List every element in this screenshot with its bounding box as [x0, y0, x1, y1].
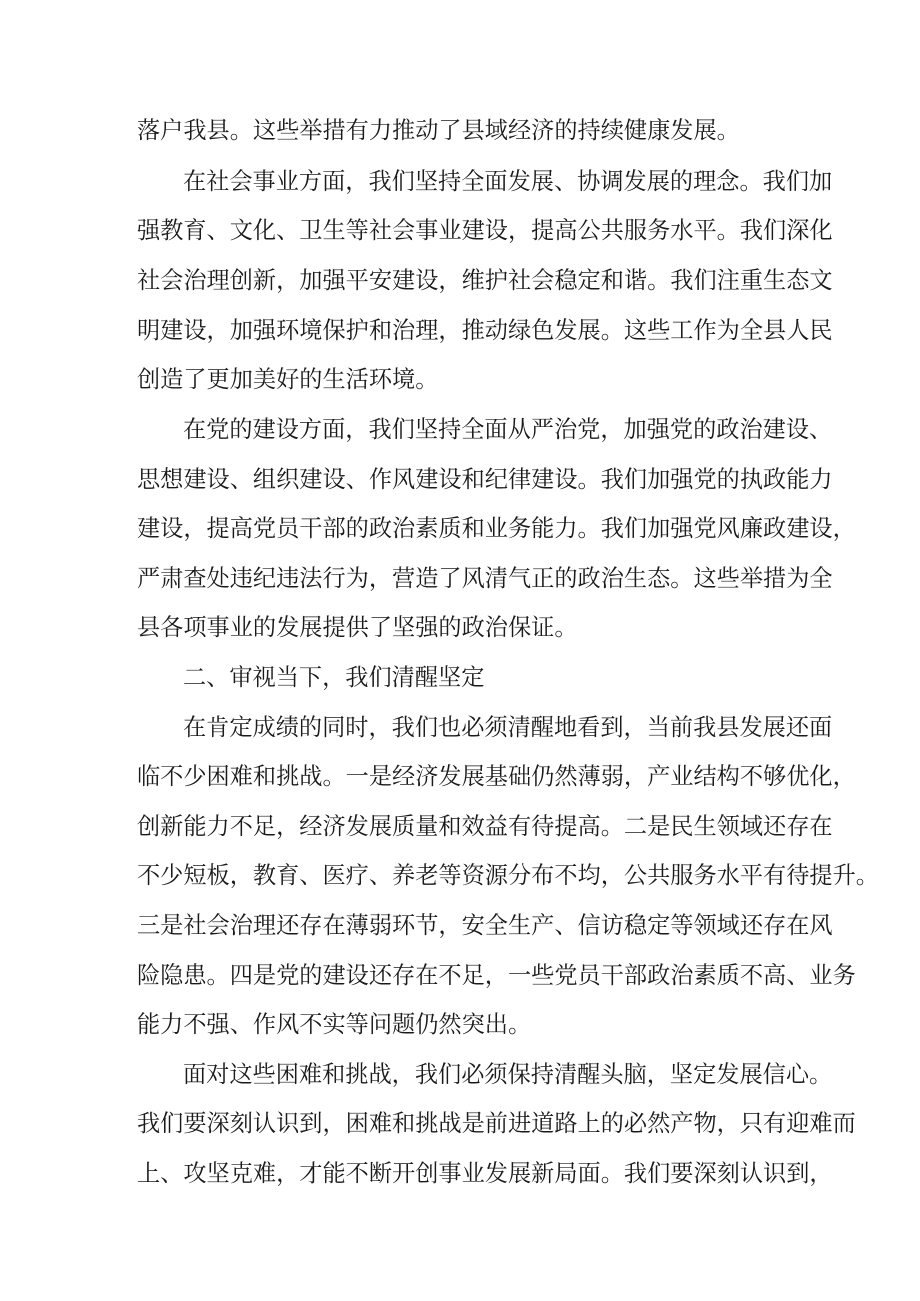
text-line: 落户我县。这些举措有力推动了县域经济的持续健康发展。: [137, 117, 740, 144]
text-line: 县各项事业的发展提供了坚强的政治保证。: [137, 614, 578, 641]
section-heading: 二、审视当下，我们清醒坚定: [183, 664, 485, 691]
text-line: 强教育、文化、卫生等社会事业建设，提高公共服务水平。我们深化: [137, 217, 833, 244]
text-line: 险隐患。四是党的建设还存在不足，一些党员干部政治素质不高、业务: [137, 962, 856, 989]
text-line: 严肃查处违纪违法行为，营造了风清气正的政治生态。这些举措为全: [137, 565, 833, 592]
text-line: 三是社会治理还存在薄弱环节，安全生产、信访稳定等领域还存在风: [137, 912, 833, 939]
text-line: 社会治理创新，加强平安建设，维护社会稳定和谐。我们注重生态文: [137, 267, 833, 294]
text-line: 临不少困难和挑战。一是经济发展基础仍然薄弱，产业结构不够优化，: [137, 763, 856, 790]
text-line: 明建设，加强环境保护和治理，推动绿色发展。这些工作为全县人民: [137, 317, 833, 344]
text-line: 创造了更加美好的生活环境。: [137, 366, 439, 393]
text-line: 创新能力不足，经济发展质量和效益有待提高。二是民生领域还存在: [137, 813, 833, 840]
text-line: 面对这些困难和挑战，我们必须保持清醒头脑，坚定发展信心。: [183, 1061, 833, 1088]
text-line: 不少短板，教育、医疗、养老等资源分布不均，公共服务水平有待提升。: [137, 862, 879, 889]
text-line: 在党的建设方面，我们坚持全面从严治党，加强党的政治建设、: [183, 416, 833, 443]
text-line: 思想建设、组织建设、作风建设和纪律建设。我们加强党的执政能力: [137, 466, 833, 493]
text-line: 建设，提高党员干部的政治素质和业务能力。我们加强党风廉政建设，: [137, 515, 856, 542]
text-line: 在肯定成绩的同时，我们也必须清醒地看到，当前我县发展还面: [183, 714, 833, 741]
text-line: 能力不强、作风不实等问题仍然突出。: [137, 1011, 532, 1038]
text-line: 上、攻坚克难，才能不断开创事业发展新局面。我们要深刻认识到，: [137, 1160, 833, 1187]
text-line: 在社会事业方面，我们坚持全面发展、协调发展的理念。我们加: [183, 168, 833, 195]
text-line: 我们要深刻认识到，困难和挑战是前进道路上的必然产物，只有迎难而: [137, 1110, 856, 1137]
